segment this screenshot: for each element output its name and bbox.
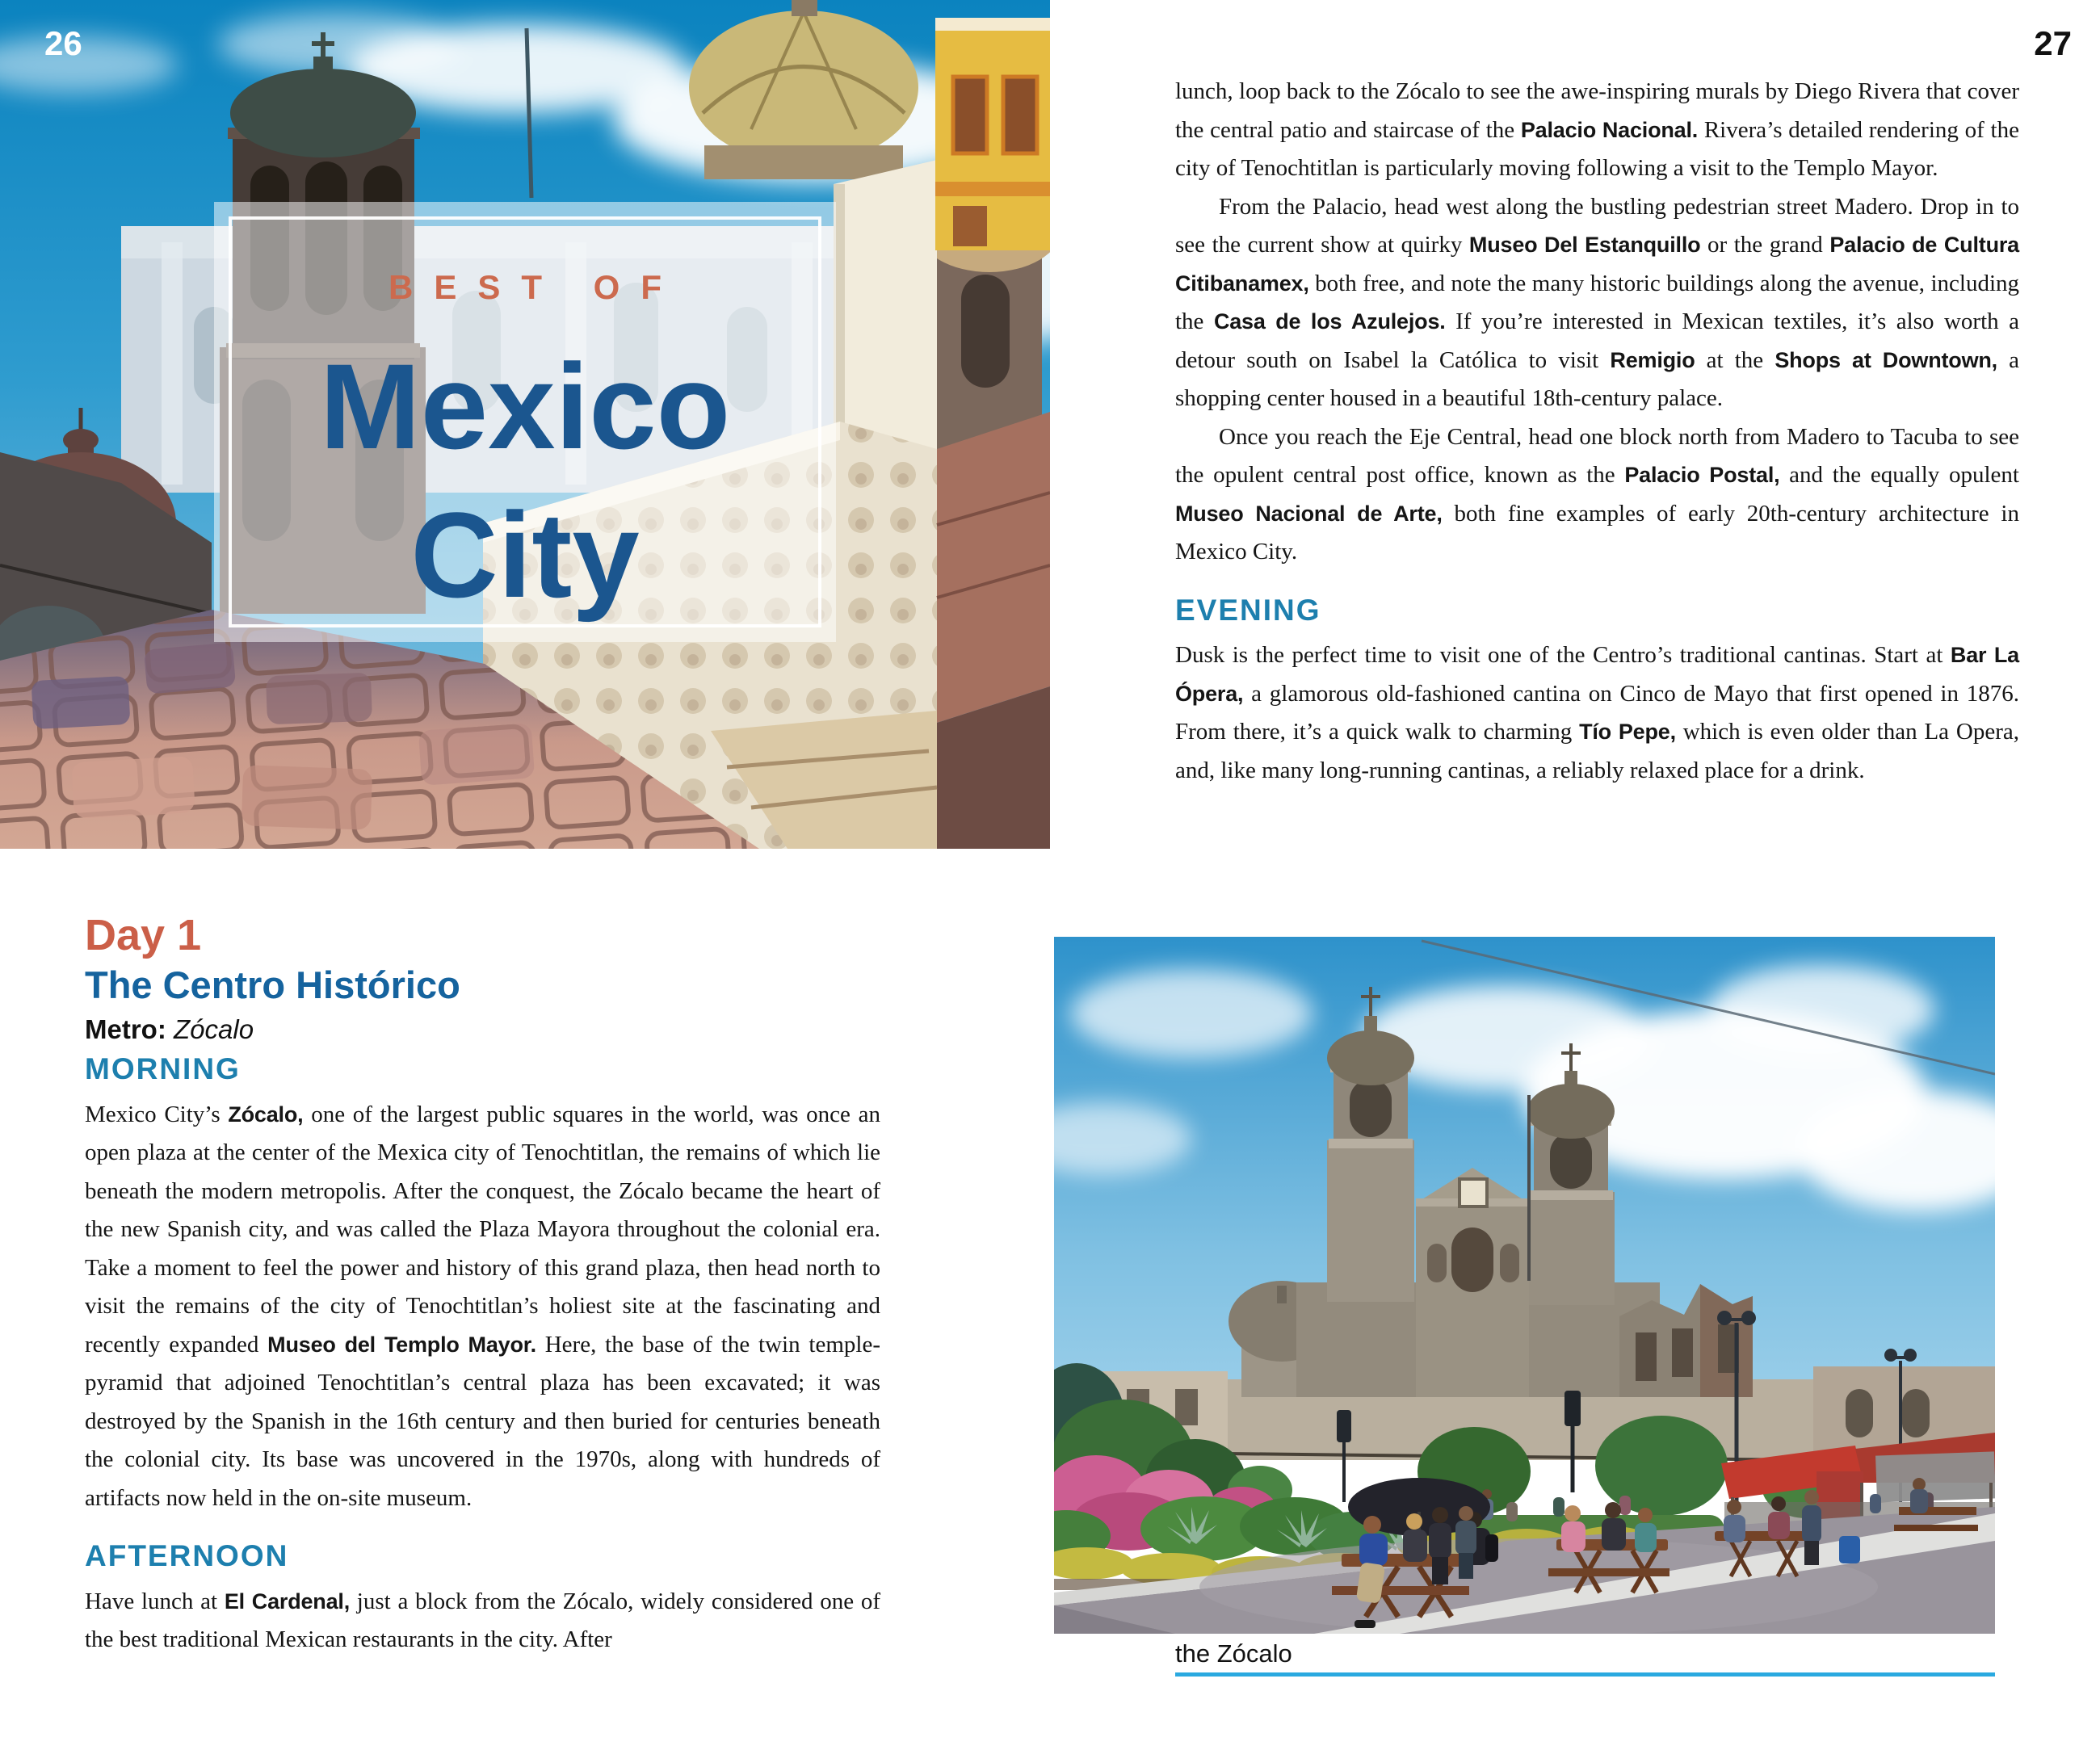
photo-caption: the Zócalo: [1175, 1639, 1292, 1668]
body-text: both fine examples of early 20th-century architecture in Mexico City.: [1175, 500, 2019, 564]
bold-place-name: Shops at Downtown,: [1774, 347, 1997, 372]
bold-place-name: Remigio: [1610, 347, 1695, 372]
afternoon-heading: AFTERNOON: [85, 1539, 289, 1573]
right-text-column: [1175, 73, 2019, 790]
shopping-cart: [1839, 1536, 1860, 1563]
evening-paragraphs: [1175, 636, 2019, 790]
bold-place-name: Palacio Postal,: [1624, 463, 1780, 487]
paragraph: [1175, 73, 2019, 188]
body-text: which is even older than La Opera, and, like many long-running cantinas, a reliably relaxed place for a drink.: [1175, 719, 2019, 783]
paragraph: [1175, 636, 2019, 790]
body-text: Have lunch at: [85, 1588, 225, 1614]
hero-title-line2: City: [410, 487, 640, 623]
body-text: From the Palacio, head west along the bustling pedestrian street Madero. Drop in to see the current show at quirky: [1175, 193, 2019, 258]
bold-place-name: Zócalo,: [228, 1102, 304, 1127]
metro-value: Zócalo: [174, 1014, 254, 1045]
bold-place-name: Tío Pepe,: [1579, 720, 1676, 745]
page-number-right: 27: [2034, 24, 2072, 62]
body-text: a shopping center housed in a beautiful 18th-century palace.: [1175, 346, 2019, 411]
body-text: one of the largest public squares in the world, was once an open plaza at the center of the Mexica city of Tenochtitlan, the remains of which lie beneath the modern metropolis. After the conquest, the Zócalo became the heart of the new Spanish city, and was called the Plaza Mayora throughout the colonial era. Take a moment to feel the power and history of this grand plaza, then head north to visit the remains of the city of Tenochtitlan’s holiest site at the fascinating and recently expanded: [85, 1101, 880, 1358]
zocalo-photo: [1054, 937, 1995, 1634]
hero-eyebrow: BEST OF: [388, 268, 682, 306]
day-heading: Day 1: [85, 911, 202, 959]
red-masonry-wall: [937, 412, 1050, 849]
hero-title-line1: Mexico: [319, 338, 731, 474]
body-text: or the grand: [1700, 232, 1830, 258]
bold-place-name: Palacio de Cultura Citibanamex,: [1175, 233, 2019, 296]
man-in-blue-jersey: [1359, 1534, 1388, 1566]
paragraph: [1175, 188, 2019, 418]
bold-place-name: Museo del Templo Mayor.: [267, 1332, 536, 1357]
body-text: a glamorous old-fashioned cantina on Cinco de Mayo that first opened in 1876. From there, it’s a quick walk to charming: [1175, 680, 2019, 745]
body-text: Rivera’s detailed rendering of the city of Tenochtitlan is particularly moving following a visit to the Templo Mayor.: [1175, 116, 2019, 181]
body-text: Once you reach the Eje Central, head one block north from Madero to Tacuba to see the opulent central post office, known as the: [1175, 423, 2019, 488]
body-text: Dusk is the perfect time to visit one of the Centro’s traditional cantinas. Start at: [1175, 642, 1951, 669]
bold-place-name: Bar La Ópera,: [1175, 643, 2019, 706]
section-title: The Centro Histórico: [85, 963, 460, 1006]
metro-line: [85, 1014, 880, 1045]
yellow-building: [935, 18, 1050, 250]
right-body-paragraphs: [1175, 73, 2019, 572]
zocalo-photo-illustration: [1054, 937, 1995, 1634]
morning-heading: MORNING: [85, 1051, 241, 1085]
evening-heading: EVENING: [1175, 593, 1321, 627]
paragraph: [85, 1096, 880, 1518]
metro-spacer: [166, 1014, 174, 1044]
body-text: at the: [1695, 346, 1775, 373]
traffic-light: [1564, 1391, 1581, 1426]
page-number-left: 26: [44, 24, 82, 62]
metro-label: Metro:: [85, 1014, 166, 1045]
bold-place-name: Casa de los Azulejos.: [1213, 309, 1446, 334]
body-text: and the equally opulent: [1779, 462, 2019, 488]
bold-place-name: Museo Nacional de Arte,: [1175, 501, 1443, 526]
body-text: Here, the base of the twin temple-pyramid that adjoined Tenochtitlan’s central plaza has been excavated; it was destroyed by the Spanish in the 16th century and then buried for centuries beneath the colonial city. Its base was uncovered in the 1970s, along with hundreds of artifacts now held in the on-site museum.: [85, 1331, 880, 1511]
body-text: both free, and note the many historic buildings along the avenue, including the: [1175, 270, 2019, 334]
afternoon-paragraphs: [85, 1583, 880, 1660]
paragraph: [1175, 418, 2019, 572]
bold-place-name: Museo Del Estanquillo: [1468, 233, 1701, 257]
paragraph: [85, 1583, 880, 1660]
left-text-column: [85, 913, 880, 1660]
body-text: lunch, loop back to the Zócalo to see the awe-inspiring murals by Diego Rivera that cover the central patio and staircase of the: [1175, 78, 2019, 143]
bold-place-name: El Cardenal,: [224, 1588, 351, 1614]
hero-title-panel: [214, 202, 836, 642]
body-text: If you’re interested in Mexican textiles, it’s also worth a detour south on Isabel la Católica to visit: [1175, 308, 2020, 373]
body-text: Mexico City’s: [85, 1101, 229, 1127]
morning-paragraphs: [85, 1096, 880, 1518]
body-text: just a block from the Zócalo, widely considered one of the best traditional Mexican restaurants in the city. After: [85, 1588, 880, 1653]
caption-rule: [1175, 1672, 1995, 1677]
bold-place-name: Palacio Nacional.: [1520, 117, 1699, 142]
